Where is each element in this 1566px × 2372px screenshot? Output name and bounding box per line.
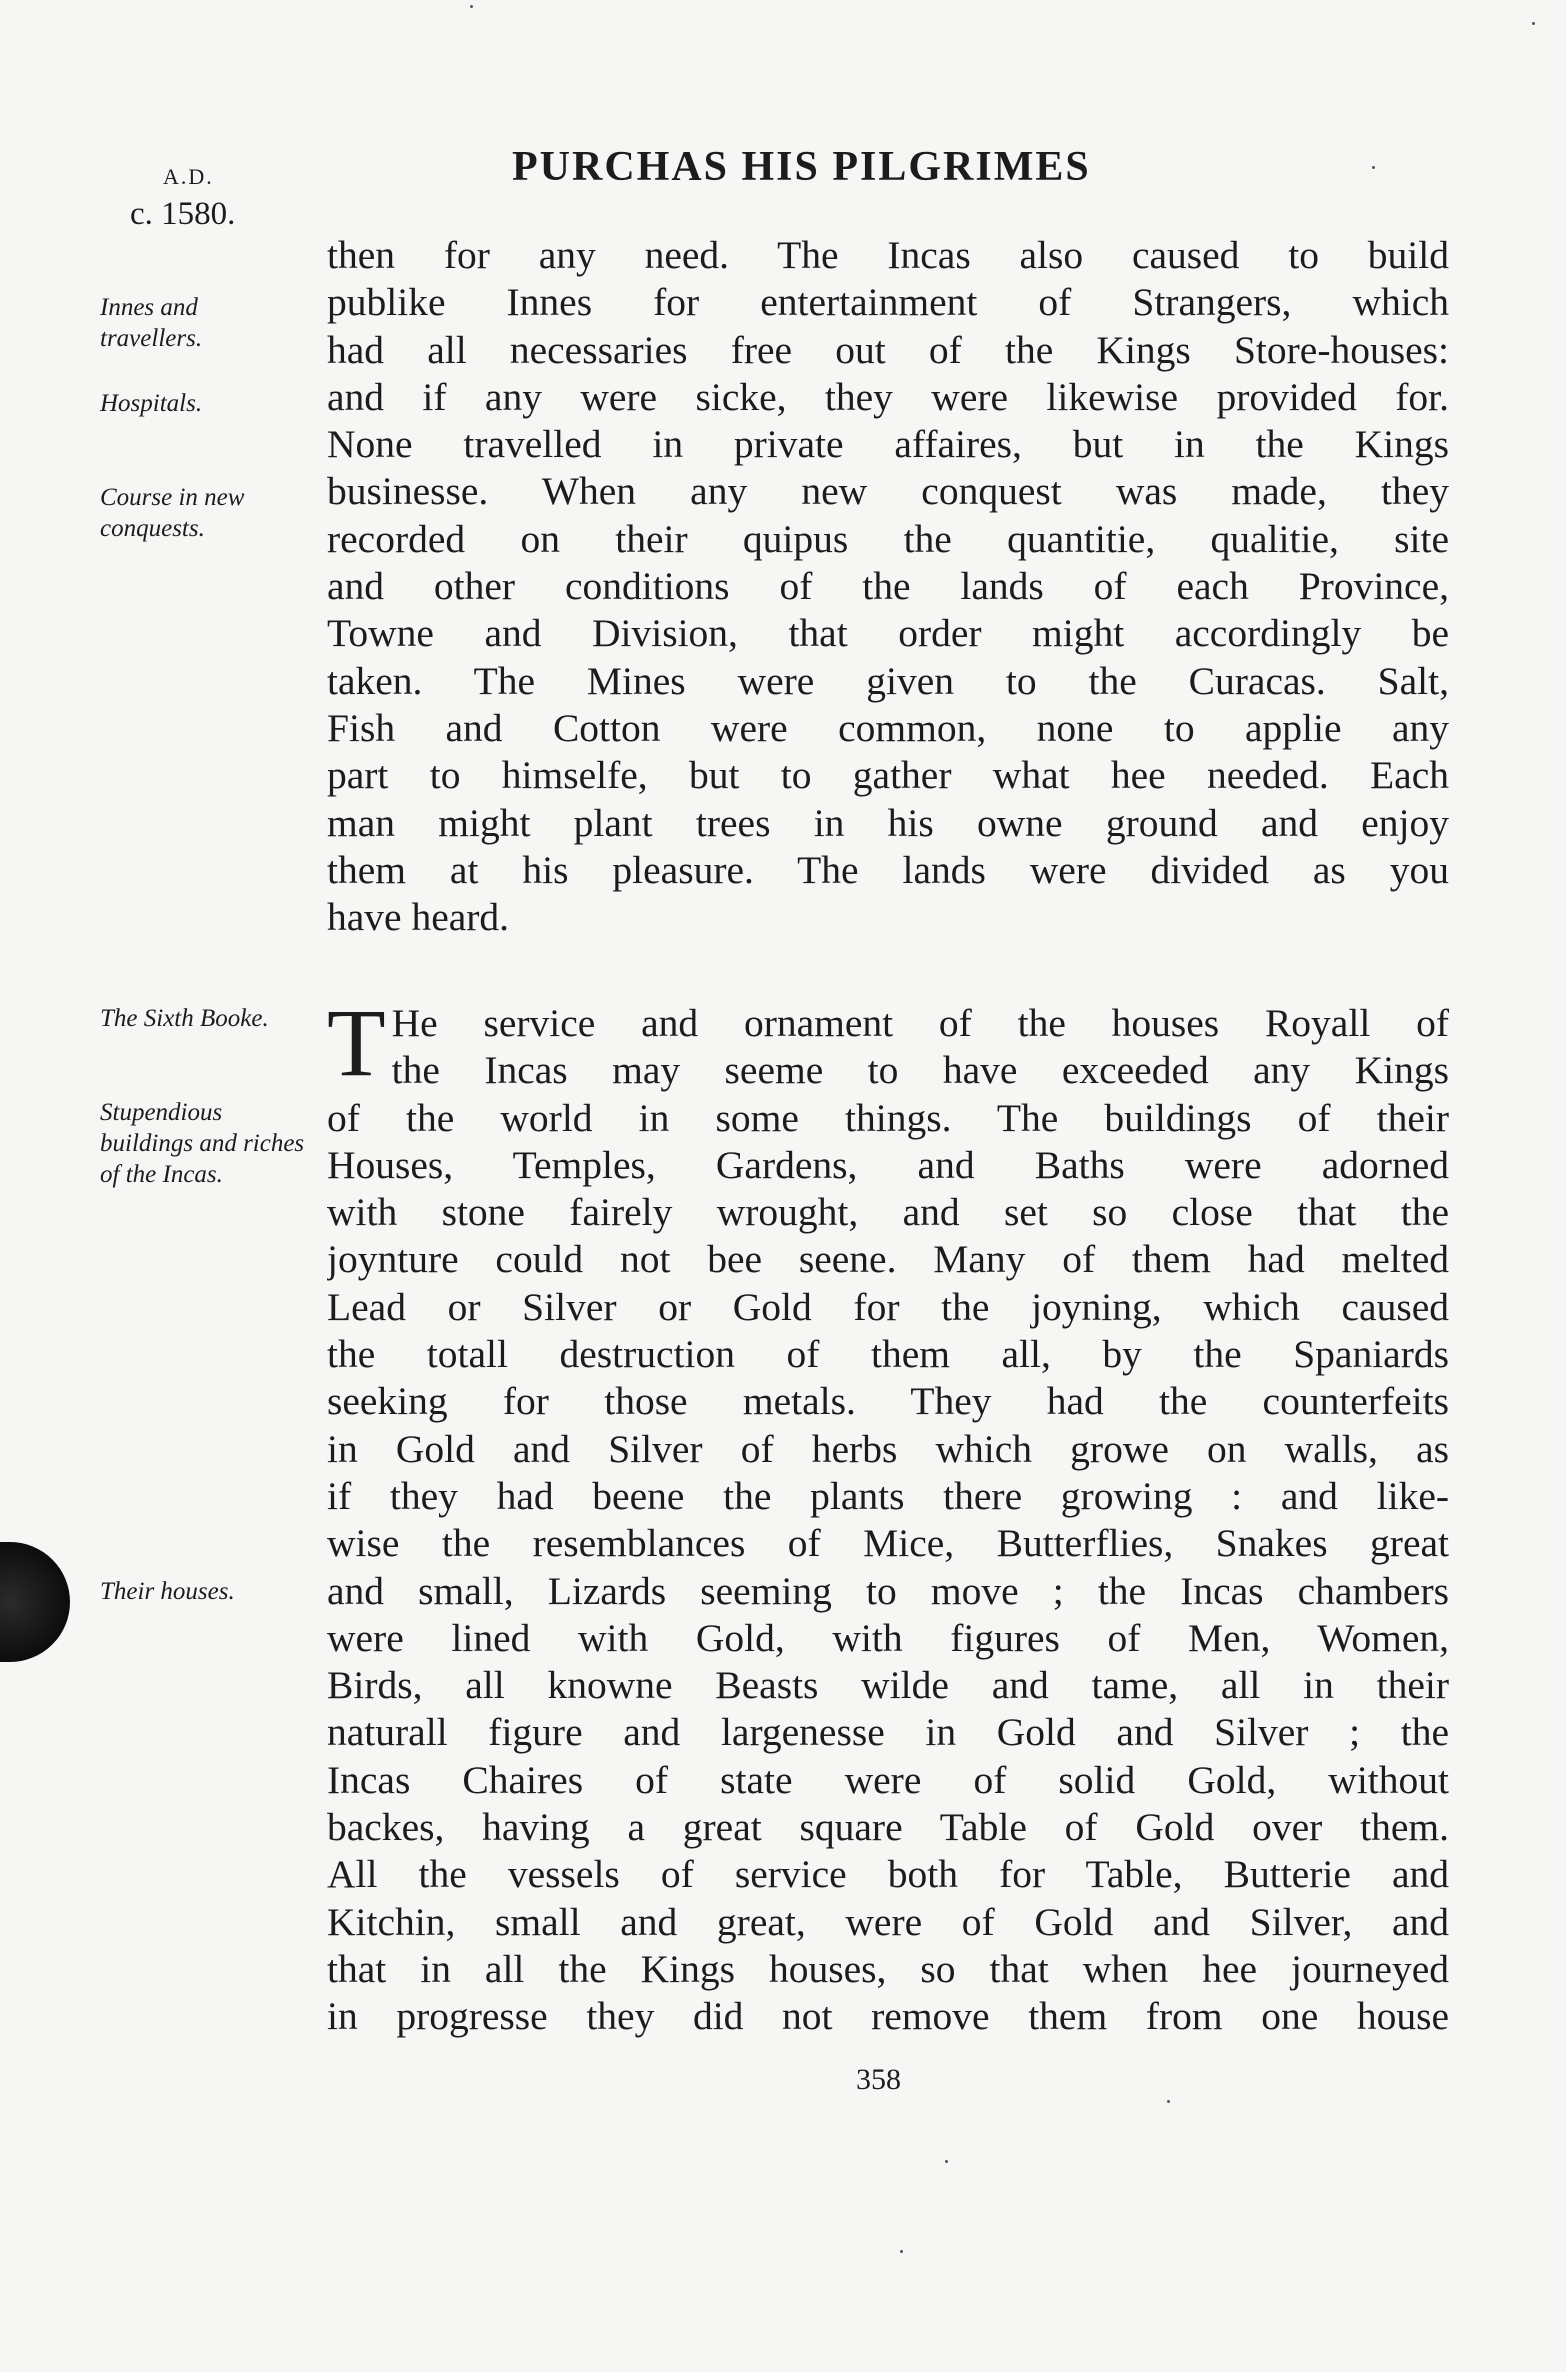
margin-note-hospitals: Hospitals. xyxy=(100,390,203,417)
text-line: with stone fairely wrought, and set so close that the xyxy=(327,1190,1449,1235)
text-line: wise the resemblances of Mice, Butterflies, Snakes great xyxy=(327,1521,1449,1566)
margin-note-houses: Their houses. xyxy=(100,1578,235,1605)
text-line: backes, having a great square Table of Gold over them. xyxy=(327,1805,1449,1850)
date-year: c. 1580. xyxy=(130,196,236,232)
text-line: None travelled in private affaires, but in the Kings xyxy=(327,422,1449,467)
text-line: in Gold and Silver of herbs which growe on walls, as xyxy=(327,1426,1449,1471)
text-line: them at his pleasure. The lands were divided as you xyxy=(327,847,1449,892)
text-line: publike Innes for entertainment of Strangers, which xyxy=(327,280,1449,325)
text-line: Incas Chaires of state were of solid Gold, without xyxy=(327,1757,1449,1802)
thumb-shadow xyxy=(0,1542,70,1662)
running-title: PURCHAS HIS PILGRIMES xyxy=(512,144,1091,190)
margin-note-conquests: Course in new conquests. xyxy=(100,484,245,542)
text-line: Fish and Cotton were common, none to applie any xyxy=(327,705,1449,750)
text-line: He service and ornament of the houses Royall of xyxy=(391,1001,1449,1045)
text-line: that in all the Kings houses, so that when hee journeyed xyxy=(327,1946,1449,1991)
drop-cap: T xyxy=(327,989,386,1096)
text-line: naturall figure and largenesse in Gold and Silver ; the xyxy=(327,1710,1449,1755)
text-line: businesse. When any new conquest was made, they xyxy=(327,469,1449,514)
text-line: have heard. xyxy=(327,895,510,940)
text-line: Houses, Temples, Gardens, and Baths were adorned xyxy=(327,1142,1449,1187)
page-number: 358 xyxy=(856,2063,901,2096)
text-line: in progresse they did not remove them from one house xyxy=(327,1994,1449,2039)
text-line: taken. The Mines were given to the Curacas. Salt, xyxy=(327,658,1449,703)
text-line: Lead or Silver or Gold for the joyning, which caused xyxy=(327,1284,1449,1329)
text-line: part to himselfe, but to gather what hee needed. Each xyxy=(327,753,1449,798)
text-line: and if any were sicke, they were likewise provided for. xyxy=(327,374,1449,419)
text-line: and other conditions of the lands of each Province, xyxy=(327,564,1449,609)
text-line: joynture could not bee seene. Many of them had melted xyxy=(327,1237,1449,1282)
paragraph-sixth-booke xyxy=(327,989,1449,2041)
text-line: then for any need. The Incas also caused to build xyxy=(327,233,1449,277)
text-line: the totall destruction of them all, by the Spaniards xyxy=(327,1332,1449,1377)
text-line: seeking for those metals. They had the counterfeits xyxy=(327,1379,1449,1424)
text-line: had all necessaries free out of the Kings Store-houses: xyxy=(327,327,1449,372)
text-line: the Incas may seeme to have exceeded any Kings xyxy=(391,1048,1449,1093)
margin-note-buildings: Stupendious buildings and riches of the Incas. xyxy=(100,1099,305,1188)
text-line: were lined with Gold, with figures of Men, Women, xyxy=(327,1615,1449,1660)
text-line: of the world in some things. The buildings of their xyxy=(327,1095,1449,1140)
date-label: A.D. xyxy=(163,164,214,189)
text-line: if they had beene the plants there growing : and like- xyxy=(327,1473,1449,1518)
text-line: All the vessels of service both for Table, Butterie and xyxy=(327,1852,1449,1897)
text-line: Towne and Division, that order might accordingly be xyxy=(327,611,1449,656)
paragraph-continued xyxy=(327,232,1449,941)
text-line: and small, Lizards seeming to move ; the Incas chambers xyxy=(327,1568,1449,1613)
text-line: Birds, all knowne Beasts wilde and tame, all in their xyxy=(327,1663,1449,1708)
text-line: man might plant trees in his owne ground and enjoy xyxy=(327,800,1449,845)
margin-note-innes: Innes and travellers. xyxy=(100,294,203,352)
margin-note-sixth-booke: The Sixth Booke. xyxy=(100,1005,269,1032)
text-line: recorded on their quipus the quantitie, qualitie, site xyxy=(327,516,1449,561)
text-line: Kitchin, small and great, were of Gold and Silver, and xyxy=(327,1899,1449,1944)
